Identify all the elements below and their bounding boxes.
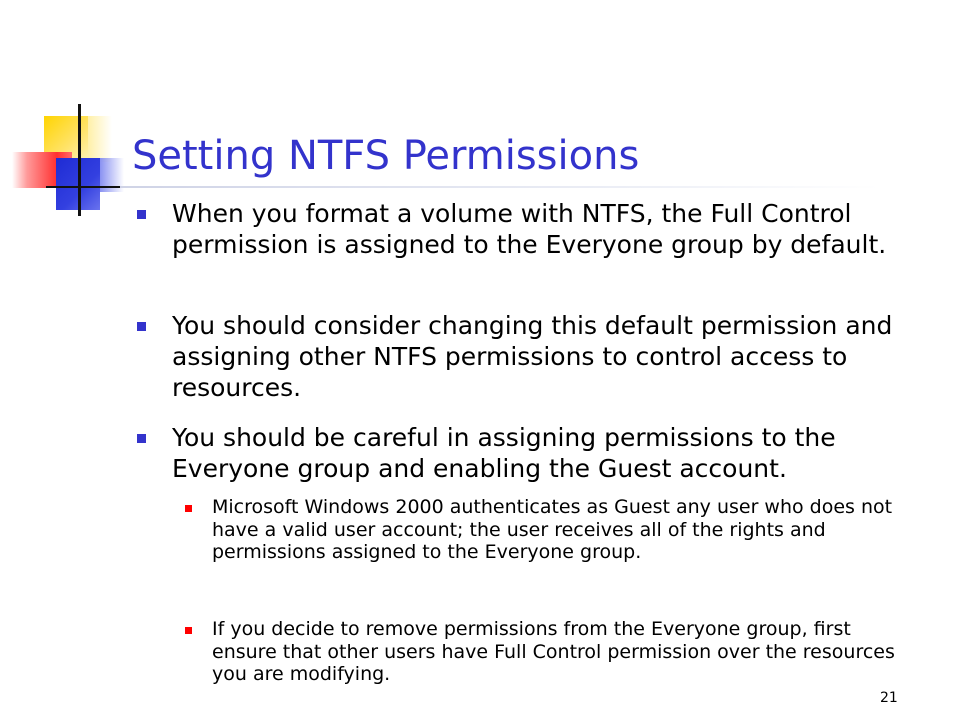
bullet-text: You should consider changing this default permission and assigning other NTFS permissions to control access to resources.: [172, 311, 893, 402]
sub-bullet-item-2: [212, 618, 912, 686]
bullet-text: You should be careful in assigning permissions to the Everyone group and enabling the Guest account.: [172, 423, 836, 483]
square-bullet-icon: [137, 434, 146, 443]
bullet-item-2: [172, 310, 932, 403]
bullet-item-1: [172, 198, 932, 260]
sub-bullet-text: If you decide to remove permissions from the Everyone group, first ensure that other users have Full Control permission over the resources you are modifying.: [212, 618, 895, 685]
square-bullet-icon: [137, 322, 146, 331]
bullet-text: When you format a volume with NTFS, the Full Control permission is assigned to the Everyone group by default.: [172, 199, 887, 259]
sub-bullet-item-1: [212, 496, 912, 564]
square-bullet-icon: [137, 210, 146, 219]
page-number: 21: [880, 690, 898, 706]
sub-bullet-text: Microsoft Windows 2000 authenticates as Guest any user who does not have a valid user account; the user receives all of the rights and permissions assigned to the Everyone group.: [212, 496, 893, 563]
bullet-item-3: [172, 422, 932, 484]
square-sub-bullet-icon: [185, 505, 192, 512]
square-sub-bullet-icon: [185, 627, 192, 634]
slide-title: Setting NTFS Permissions: [132, 133, 640, 179]
